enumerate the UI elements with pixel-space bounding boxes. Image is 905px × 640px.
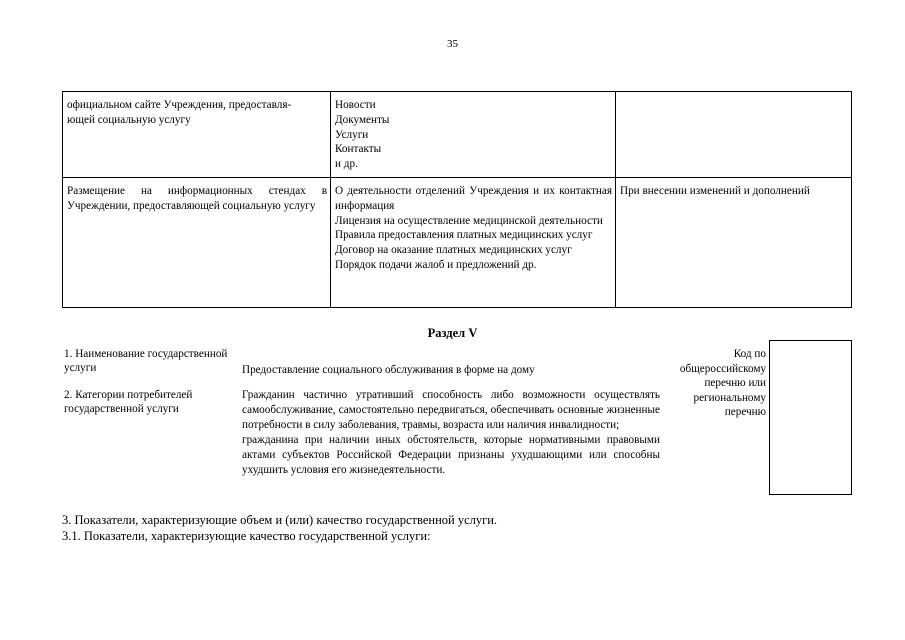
quality-indicators-heading: 3.1. Показатели, характеризующие качество государственной услуги: xyxy=(62,529,431,543)
cell-line: Договор на оказание платных медицинских услуг xyxy=(335,244,572,257)
cell-line: Лицензия на осуществление медицинской деятельности xyxy=(335,214,603,227)
cell-line: О деятельности отделений Учреждения и их контактная информация xyxy=(335,185,612,212)
indicators-heading: 3. Показатели, характеризующие объем и (или) качество государственной услуги. xyxy=(62,513,498,527)
cell-line: ющей социальную услугу xyxy=(67,113,191,126)
page-number: 35 xyxy=(447,38,458,50)
cell-line: Документы xyxy=(335,113,390,126)
registry-code-label: Код по общероссийскому перечню или региональному перечню xyxy=(679,348,766,418)
service-name-value: Предоставление социального обслуживания в форме на дому xyxy=(242,364,535,376)
cell-line: Услуги xyxy=(335,128,369,141)
table-cell-method xyxy=(63,92,331,178)
registry-code-box xyxy=(769,340,852,495)
consumer-category-label: 2. Категории потребителей государственной услуги xyxy=(64,389,193,415)
table-cell-content xyxy=(331,92,616,178)
section-title: Раздел V xyxy=(427,326,478,340)
cell-line: официальном сайте Учреждения, предоставля- xyxy=(67,99,292,111)
table-cell-content xyxy=(331,178,616,308)
table-cell-frequency xyxy=(616,178,852,308)
table-row xyxy=(63,92,852,178)
table-row xyxy=(63,178,852,308)
cell-line: и др. xyxy=(335,158,358,171)
cell-line: При внесении изменений и дополнений xyxy=(620,185,810,197)
cell-line: Размещение на информационных стендах в Учреждении, предоставляющей социальную услугу xyxy=(67,185,327,212)
cell-line: Новости xyxy=(335,99,376,111)
consumer-category-text: Гражданин частично утративший способность либо возможности осуществлять самообслуживание, самостоятельно передвигаться, обеспечивать основные жизненные потребности в силу заболевания, травмы, возраста или наличия инвалидности; xyxy=(242,389,660,431)
table-cell-method xyxy=(63,178,331,308)
consumer-category-value xyxy=(242,388,660,478)
service-name-label: 1. Наименование государственной услуги xyxy=(64,348,228,374)
cell-line: Правила предоставления платных медицинских услуг xyxy=(335,229,593,242)
cell-line: Порядок подачи жалоб и предложений др. xyxy=(335,258,537,271)
consumer-category-text: гражданина при наличии иных обстоятельств, которые нормативными правовыми актами субъектов Российской Федерации признаны ухудшающими или способны ухудшить условия его жизнедеятельности. xyxy=(242,434,660,476)
info-table xyxy=(62,91,852,308)
table-cell-frequency xyxy=(616,92,852,178)
cell-line: Контакты xyxy=(335,143,382,156)
